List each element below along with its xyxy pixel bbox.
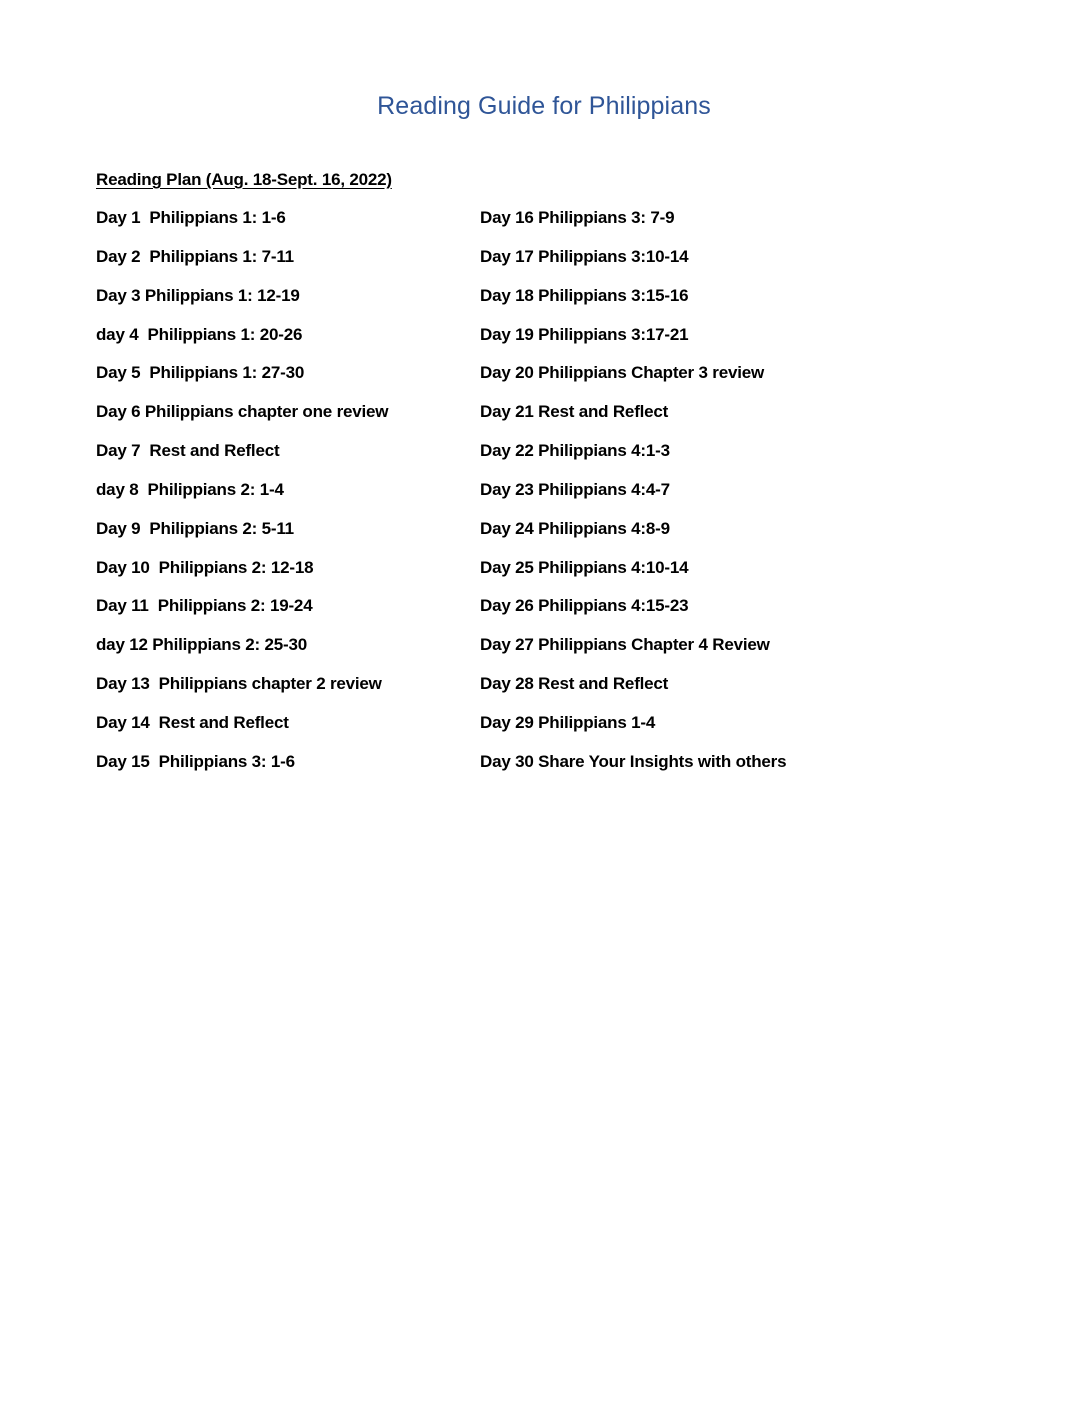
page-title: Reading Guide for Philippians — [377, 92, 711, 120]
reading-day-item: Day 28 Rest and Reflect — [480, 674, 669, 694]
reading-day-item: Day 19 Philippians 3:17-21 — [480, 324, 689, 344]
reading-day-item: Day 26 Philippians 4:15-23 — [480, 596, 689, 616]
reading-day-item: Day 18 Philippians 3:15-16 — [480, 285, 689, 305]
reading-day-item: Day 10 Philippians 2: 12-18 — [96, 557, 314, 577]
reading-day-item: Day 22 Philippians 4:1-3 — [480, 441, 670, 461]
reading-day-item: Day 25 Philippians 4:10-14 — [480, 557, 689, 577]
reading-day-item: Day 7 Rest and Reflect — [96, 441, 280, 461]
reading-day-item: Day 23 Philippians 4:4-7 — [480, 479, 670, 499]
reading-day-item: Day 9 Philippians 2: 5-11 — [96, 518, 294, 538]
reading-day-item: day 12 Philippians 2: 25-30 — [96, 635, 307, 655]
reading-day-item: Day 2 Philippians 1: 7-11 — [96, 246, 294, 266]
reading-day-item: Day 27 Philippians Chapter 4 Review — [480, 635, 770, 655]
reading-day-item: Day 14 Rest and Reflect — [96, 712, 289, 732]
reading-day-item: Day 21 Rest and Reflect — [480, 402, 669, 422]
reading-day-item: Day 29 Philippians 1-4 — [480, 712, 656, 732]
reading-day-item: Day 20 Philippians Chapter 3 review — [480, 363, 765, 383]
reading-day-item: Day 13 Philippians chapter 2 review — [96, 674, 382, 694]
reading-day-item: Day 16 Philippians 3: 7-9 — [480, 208, 675, 227]
reading-day-item: Day 17 Philippians 3:10-14 — [480, 246, 689, 266]
reading-day-item: Day 5 Philippians 1: 27-30 — [96, 363, 305, 383]
reading-day-item: Day 1 Philippians 1: 1-6 — [96, 208, 286, 227]
reading-list-right-column — [480, 207, 786, 790]
reading-list-left-column — [96, 207, 388, 790]
reading-day-item: Day 3 Philippians 1: 12-19 — [96, 285, 300, 305]
reading-day-item: Day 30 Share Your Insights with others — [480, 751, 787, 771]
reading-day-item: day 4 Philippians 1: 20-26 — [96, 324, 303, 344]
reading-day-item: day 8 Philippians 2: 1-4 — [96, 479, 284, 499]
reading-day-item: Day 11 Philippians 2: 19-24 — [96, 596, 313, 616]
reading-day-item: Day 15 Philippians 3: 1-6 — [96, 751, 295, 771]
reading-day-item: Day 24 Philippians 4:8-9 — [480, 518, 670, 538]
reading-plan-heading: Reading Plan (Aug. 18-Sept. 16, 2022) — [96, 170, 392, 189]
reading-day-item: Day 6 Philippians chapter one review — [96, 402, 389, 422]
